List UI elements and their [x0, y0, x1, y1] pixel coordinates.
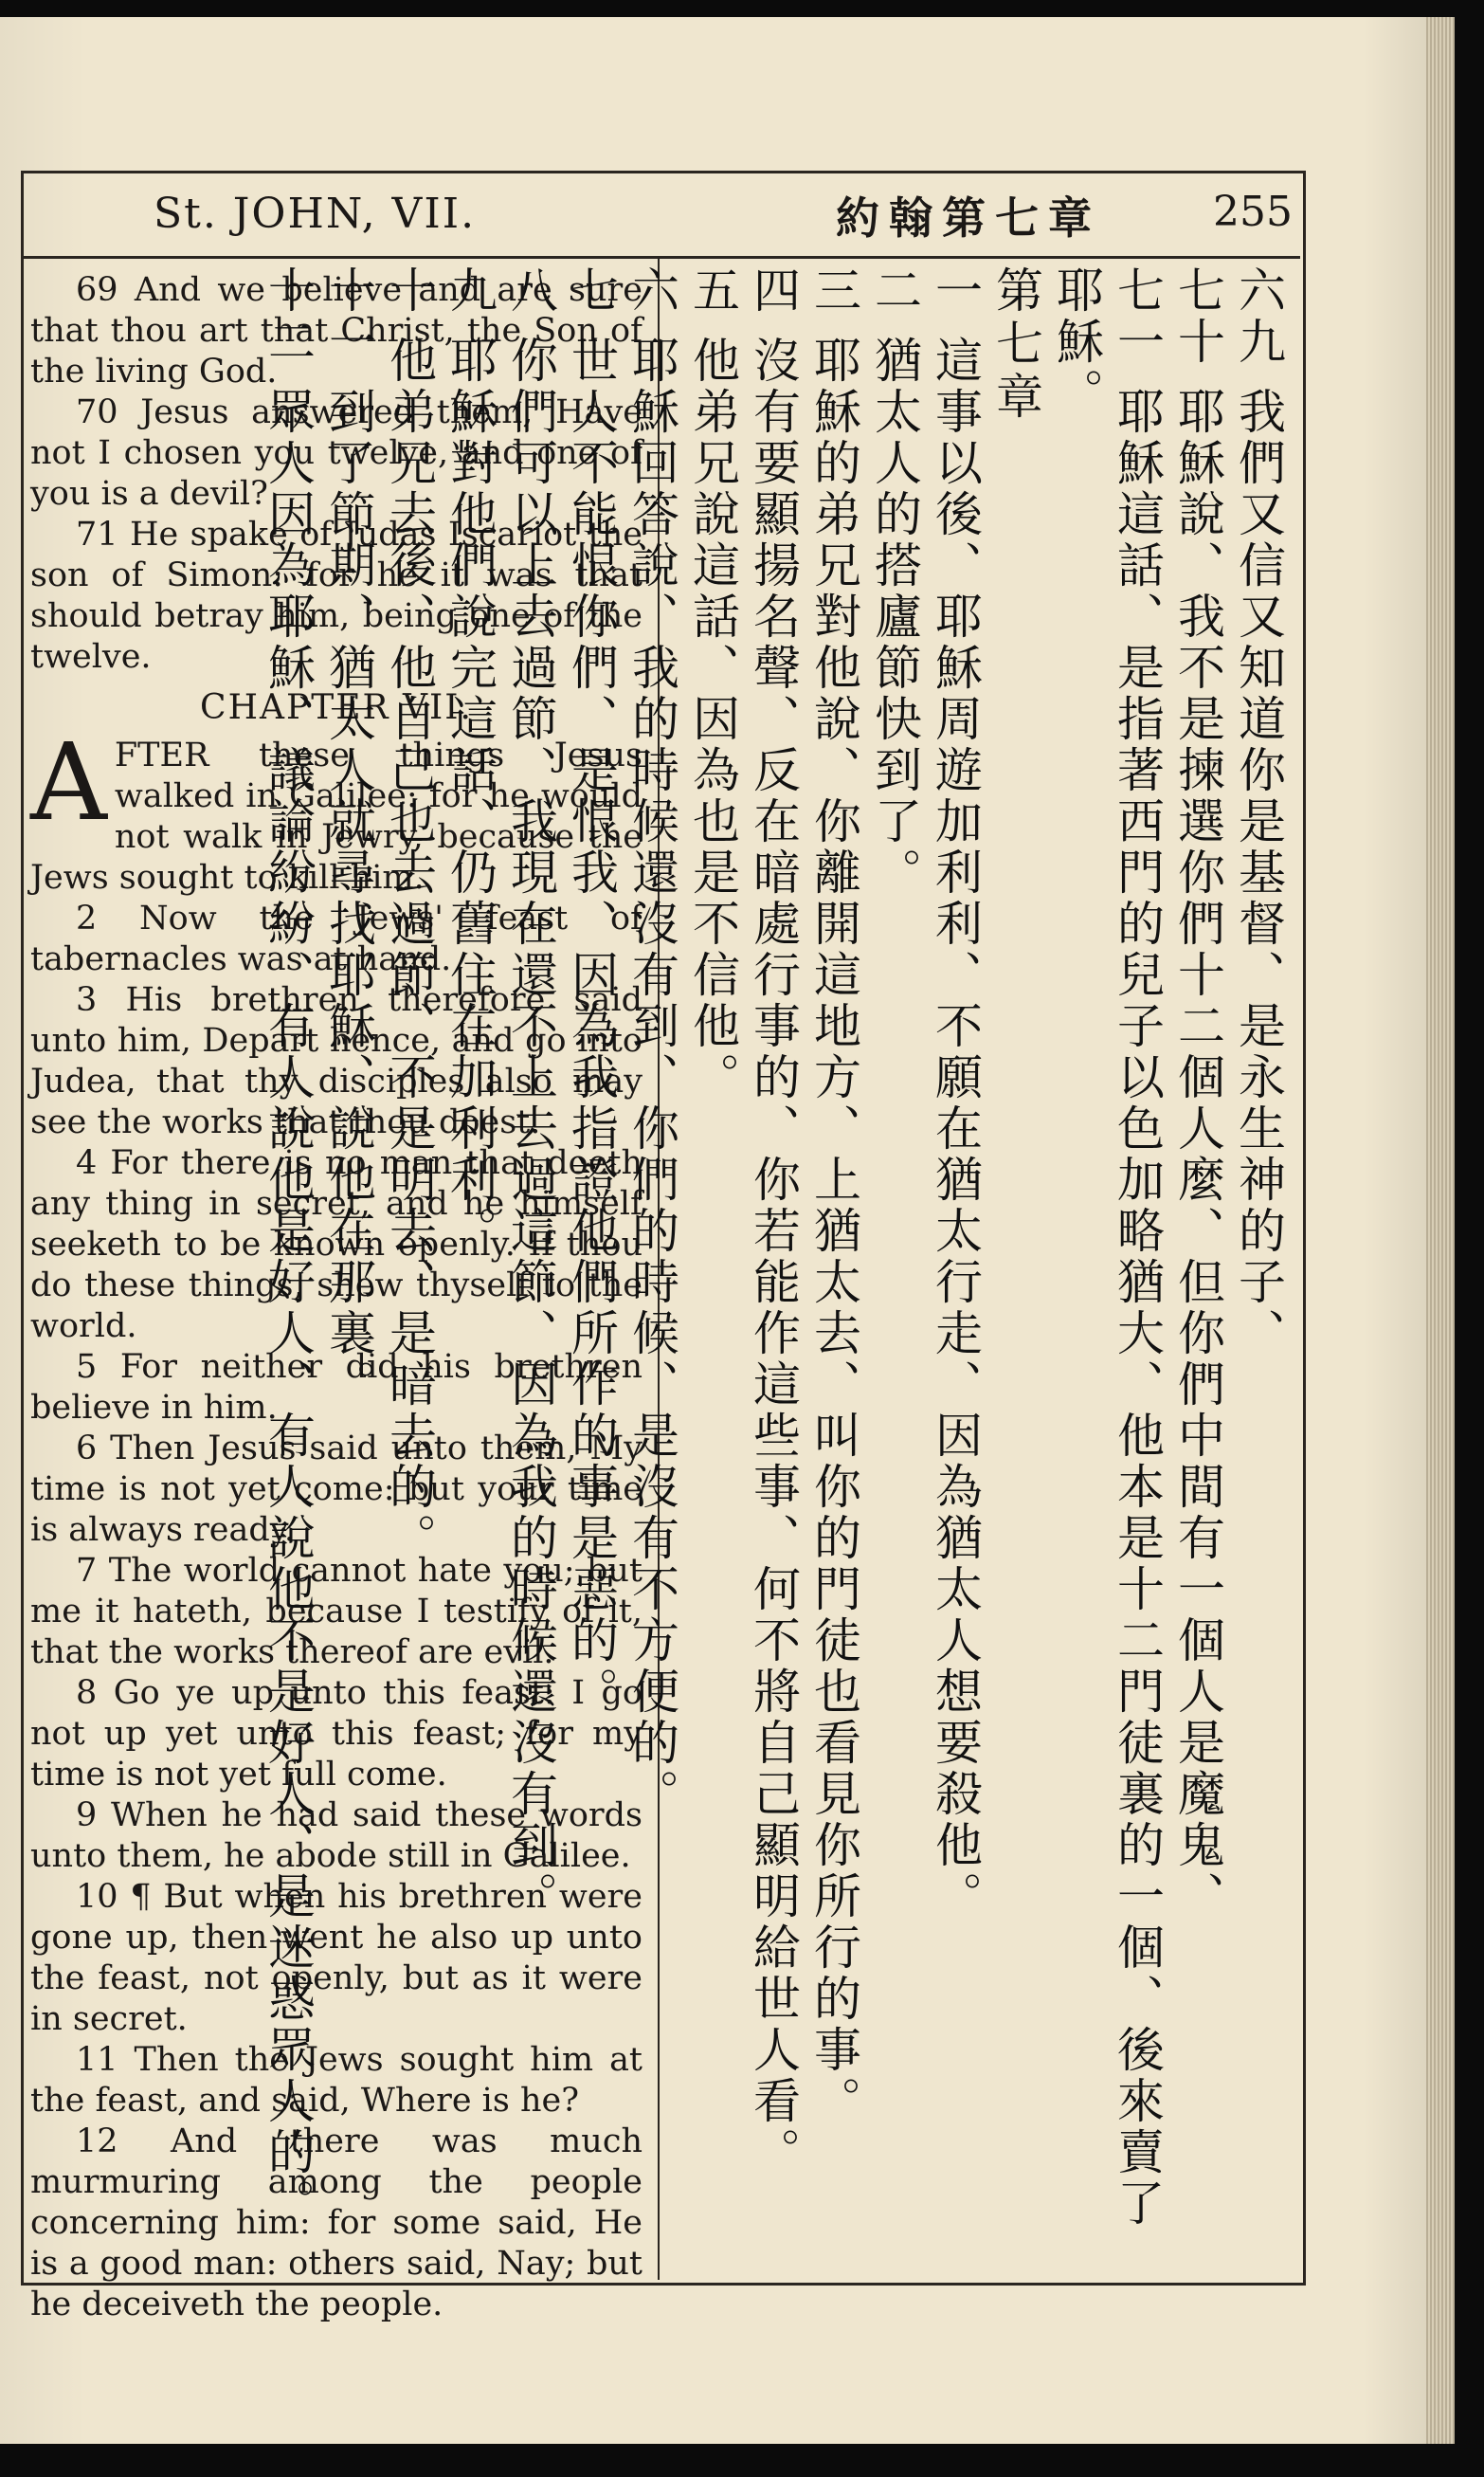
zh-chapter-heading: 第七章 — [988, 265, 1043, 425]
zh-verse-7-1: 一 這事以後、耶穌周遊加利利、不願在猶太行走、因為猶太人想要殺他。 — [928, 265, 983, 1922]
zh-verse-7-3: 三 耶穌的弟兄對他說、你離開這地方、上猶太去、叫你的門徒也看見你所行的事。 — [806, 265, 861, 2127]
verse-7-11: 11 Then the Jews sought him at the feast, and said, Where is he? — [30, 2041, 642, 2120]
verse-7-3: 3 His brethren therefore said unto him, Depart hence, and go into Judea, that thy disciples also may see the works that thou doest. — [30, 981, 642, 1141]
verse-7-8: 8 Go ye up unto this feast: I go not up yet unto this feast; for my time is not yet full come. — [30, 1674, 642, 1794]
page-number: 255 — [1213, 188, 1293, 236]
zh-verse-6-71: 七一 耶穌這話、是指著西門的兒子以色加略猶大、他本是十二門徒裏的一個、後來賣了耶穌。 — [1049, 265, 1165, 2230]
verse-6-71: 71 He spake of Judas Iscariot the son of Simon: for he it was that should betray him, being one of the twelve. — [30, 516, 642, 676]
verse-7-6: 6 Then Jesus said unto them, My time is not yet come: but your time is always ready. — [30, 1430, 642, 1549]
drop-cap: A — [30, 721, 107, 845]
verse-7-9: 9 When he had said these words unto them, he abode still in Galilee. — [30, 1796, 642, 1875]
verse-7-7: 7 The world cannot hate you; but me it hateth, because I testify of it, that the works thereof are evil. — [30, 1552, 642, 1671]
running-header — [21, 171, 1300, 259]
zh-verse-7-9: 九 耶穌對他們說完這話、仍舊住在加利利。 — [443, 265, 498, 1257]
verse-6-69: 69 And we believe and are sure that thou art that Christ, the Son of the living God. — [30, 271, 642, 391]
zh-verse-7-5: 五 他弟兄說這話、因為也是不信他。 — [685, 265, 740, 1103]
chapter-heading: CHAPTER VII. — [200, 688, 473, 727]
verse-7-2: 2 Now the Jews' feast of tabernacles was at hand. — [30, 900, 642, 978]
verse-6-70: 70 Jesus answered them, Have not I chosen you twelve, and one of you is a devil? — [30, 393, 642, 513]
zh-verse-6-70: 七十 耶穌說、我不是揀選你們十二個人麼、但你們中間有一個人是魔鬼、 — [1170, 265, 1225, 1922]
zh-verse-7-10: 十 他弟兄去後、他自己也去過節、不是明去、是暗去的。 — [382, 265, 437, 1564]
verse-7-10: 10 ¶ But when his brethren were gone up, then went he also up unto the feast, not openly, but as it were in secret. — [30, 1878, 642, 2038]
verse-7-12: 12 And there was much murmuring among the people concerning him: for some said, He is a good man: others said, Nay; but he deceiveth the people. — [30, 2122, 642, 2323]
zh-verse-7-4: 四 沒有要顯揚名聲、反在暗處行事的、你若能作這些事、何不將自己顯明給世人看。 — [746, 265, 801, 2178]
zh-verse-7-7: 七 世人不能恨你們、是恨我、因為我指證他們所作的事是惡的。 — [564, 265, 619, 1718]
verse-7-4: 4 For there is no man that doeth any thing in secret, and he himself seeketh to be known openly. If thou do these things, shew thyself to the world. — [30, 1144, 642, 1345]
zh-verse-6-69: 六九 我們又信又知道你是基督、是永生神的子、 — [1231, 265, 1286, 1359]
verse-7-5: 5 For neither did his brethren believe in him. — [30, 1348, 642, 1427]
verse-7-1-text: FTER these things Jesus walked in Galilee: for he would not walk in Jewry, because the Jews sought to kill him. — [30, 737, 642, 897]
zh-verse-7-2: 二 猶太人的搭廬節快到了。 — [867, 265, 922, 899]
zh-verse-7-6: 六 耶穌回答說、我的時候還沒有到、你們的時候、是沒有不方便的。 — [624, 265, 679, 1820]
header-english-title: St. JOHN, VII. — [154, 190, 477, 238]
zh-verse-7-8: 八 你們可以上去過節、我現在還不上去過這節、因為我的時候還沒有到。 — [503, 265, 558, 1922]
zh-verse-7-11: 十一 到了節期、猶太人就尋找耶穌、說他在那裏。 — [321, 265, 376, 1411]
header-chinese-title: 約翰第七章 — [836, 192, 1101, 244]
page-stack-edge — [1426, 17, 1455, 2444]
zh-verse-7-12: 十二 眾人因為耶穌、議論紛紛、有人說他是好人、有人說他不是好人、是迷惑眾人的。 — [261, 265, 316, 2230]
